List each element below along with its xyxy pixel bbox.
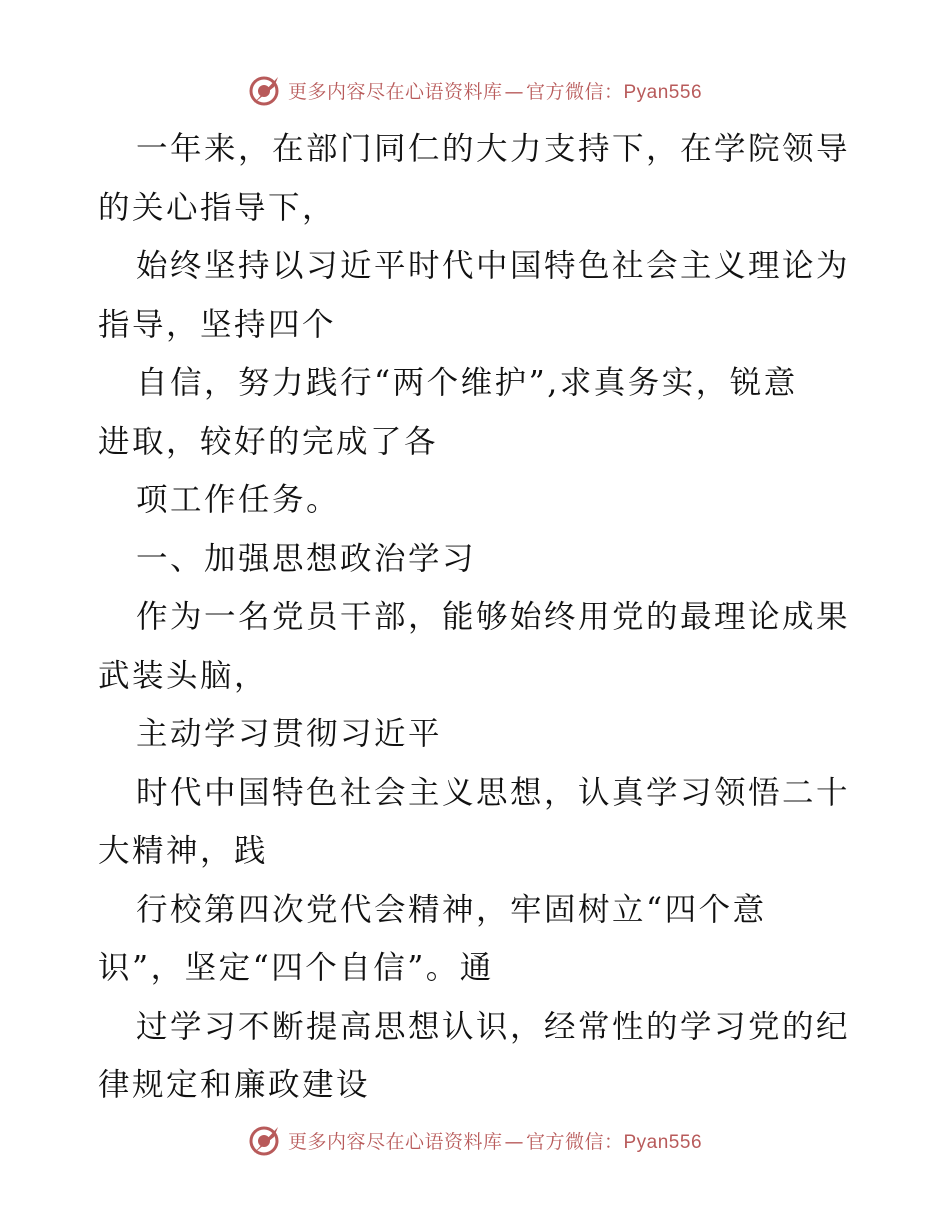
paragraph [98,237,858,354]
text-line: 始终坚持以习近平时代中国特色社会主义理论为 [136,248,851,284]
quill-seal-logo-icon [248,1123,282,1157]
text-line: 作为一名党员干部，能够始终用党的最理论成果 [136,599,851,635]
paragraph [98,764,858,881]
text-line: 指导，坚持四个 [98,306,337,343]
paragraph [98,354,858,471]
watermark-wechat-label: 官方微信： [525,80,624,103]
paragraph [98,998,858,1115]
text-line: 的关心指导下， [98,189,337,226]
watermark-handle: Pyan556 [623,81,703,103]
text-line: 一、加强思想政治学习 [136,540,477,577]
paragraph [98,881,858,998]
text-line: 过学习不断提高思想认识，经常性的学习党的纪 [136,1008,851,1045]
paragraph [98,120,858,237]
watermark-handle: Pyan556 [623,1131,703,1153]
paragraph [98,588,858,705]
paragraph [98,471,858,530]
watermark-separator: — [504,1130,524,1153]
quill-seal-logo-icon [248,73,282,107]
watermark-separator: — [504,80,524,103]
footer-watermark [0,1120,950,1160]
text-line: 时代中国特色社会主义思想，认真学习领悟二十 [136,774,851,811]
text-line: 律规定和廉政建设 [98,1067,371,1103]
text-line: 主动学习贯彻习近平 [136,716,443,752]
text-line: 武装头脑， [98,657,269,694]
text-line: 大精神，践 [98,833,269,869]
watermark-site-text: 更多内容尽在心语资料库 [287,80,503,103]
header-watermark [0,70,950,110]
watermark-wechat-label: 官方微信： [525,1130,624,1153]
text-line: 进取，较好的完成了各 [98,423,439,460]
watermark-site-text: 更多内容尽在心语资料库 [287,1130,503,1153]
text-line: 行校第四次党代会精神，牢固树立“四个意 [136,891,767,928]
document-body [98,120,858,1115]
text-line: 自信，努力践行“两个维护”,求真务实，锐意 [136,365,798,401]
text-line: 项工作任务。 [136,482,341,518]
text-line: 一年来，在部门同仁的大力支持下，在学院领导 [136,131,851,167]
paragraph [98,705,858,764]
text-line: 识”，坚定“四个自信”。通 [98,950,494,986]
section-heading [98,530,858,589]
